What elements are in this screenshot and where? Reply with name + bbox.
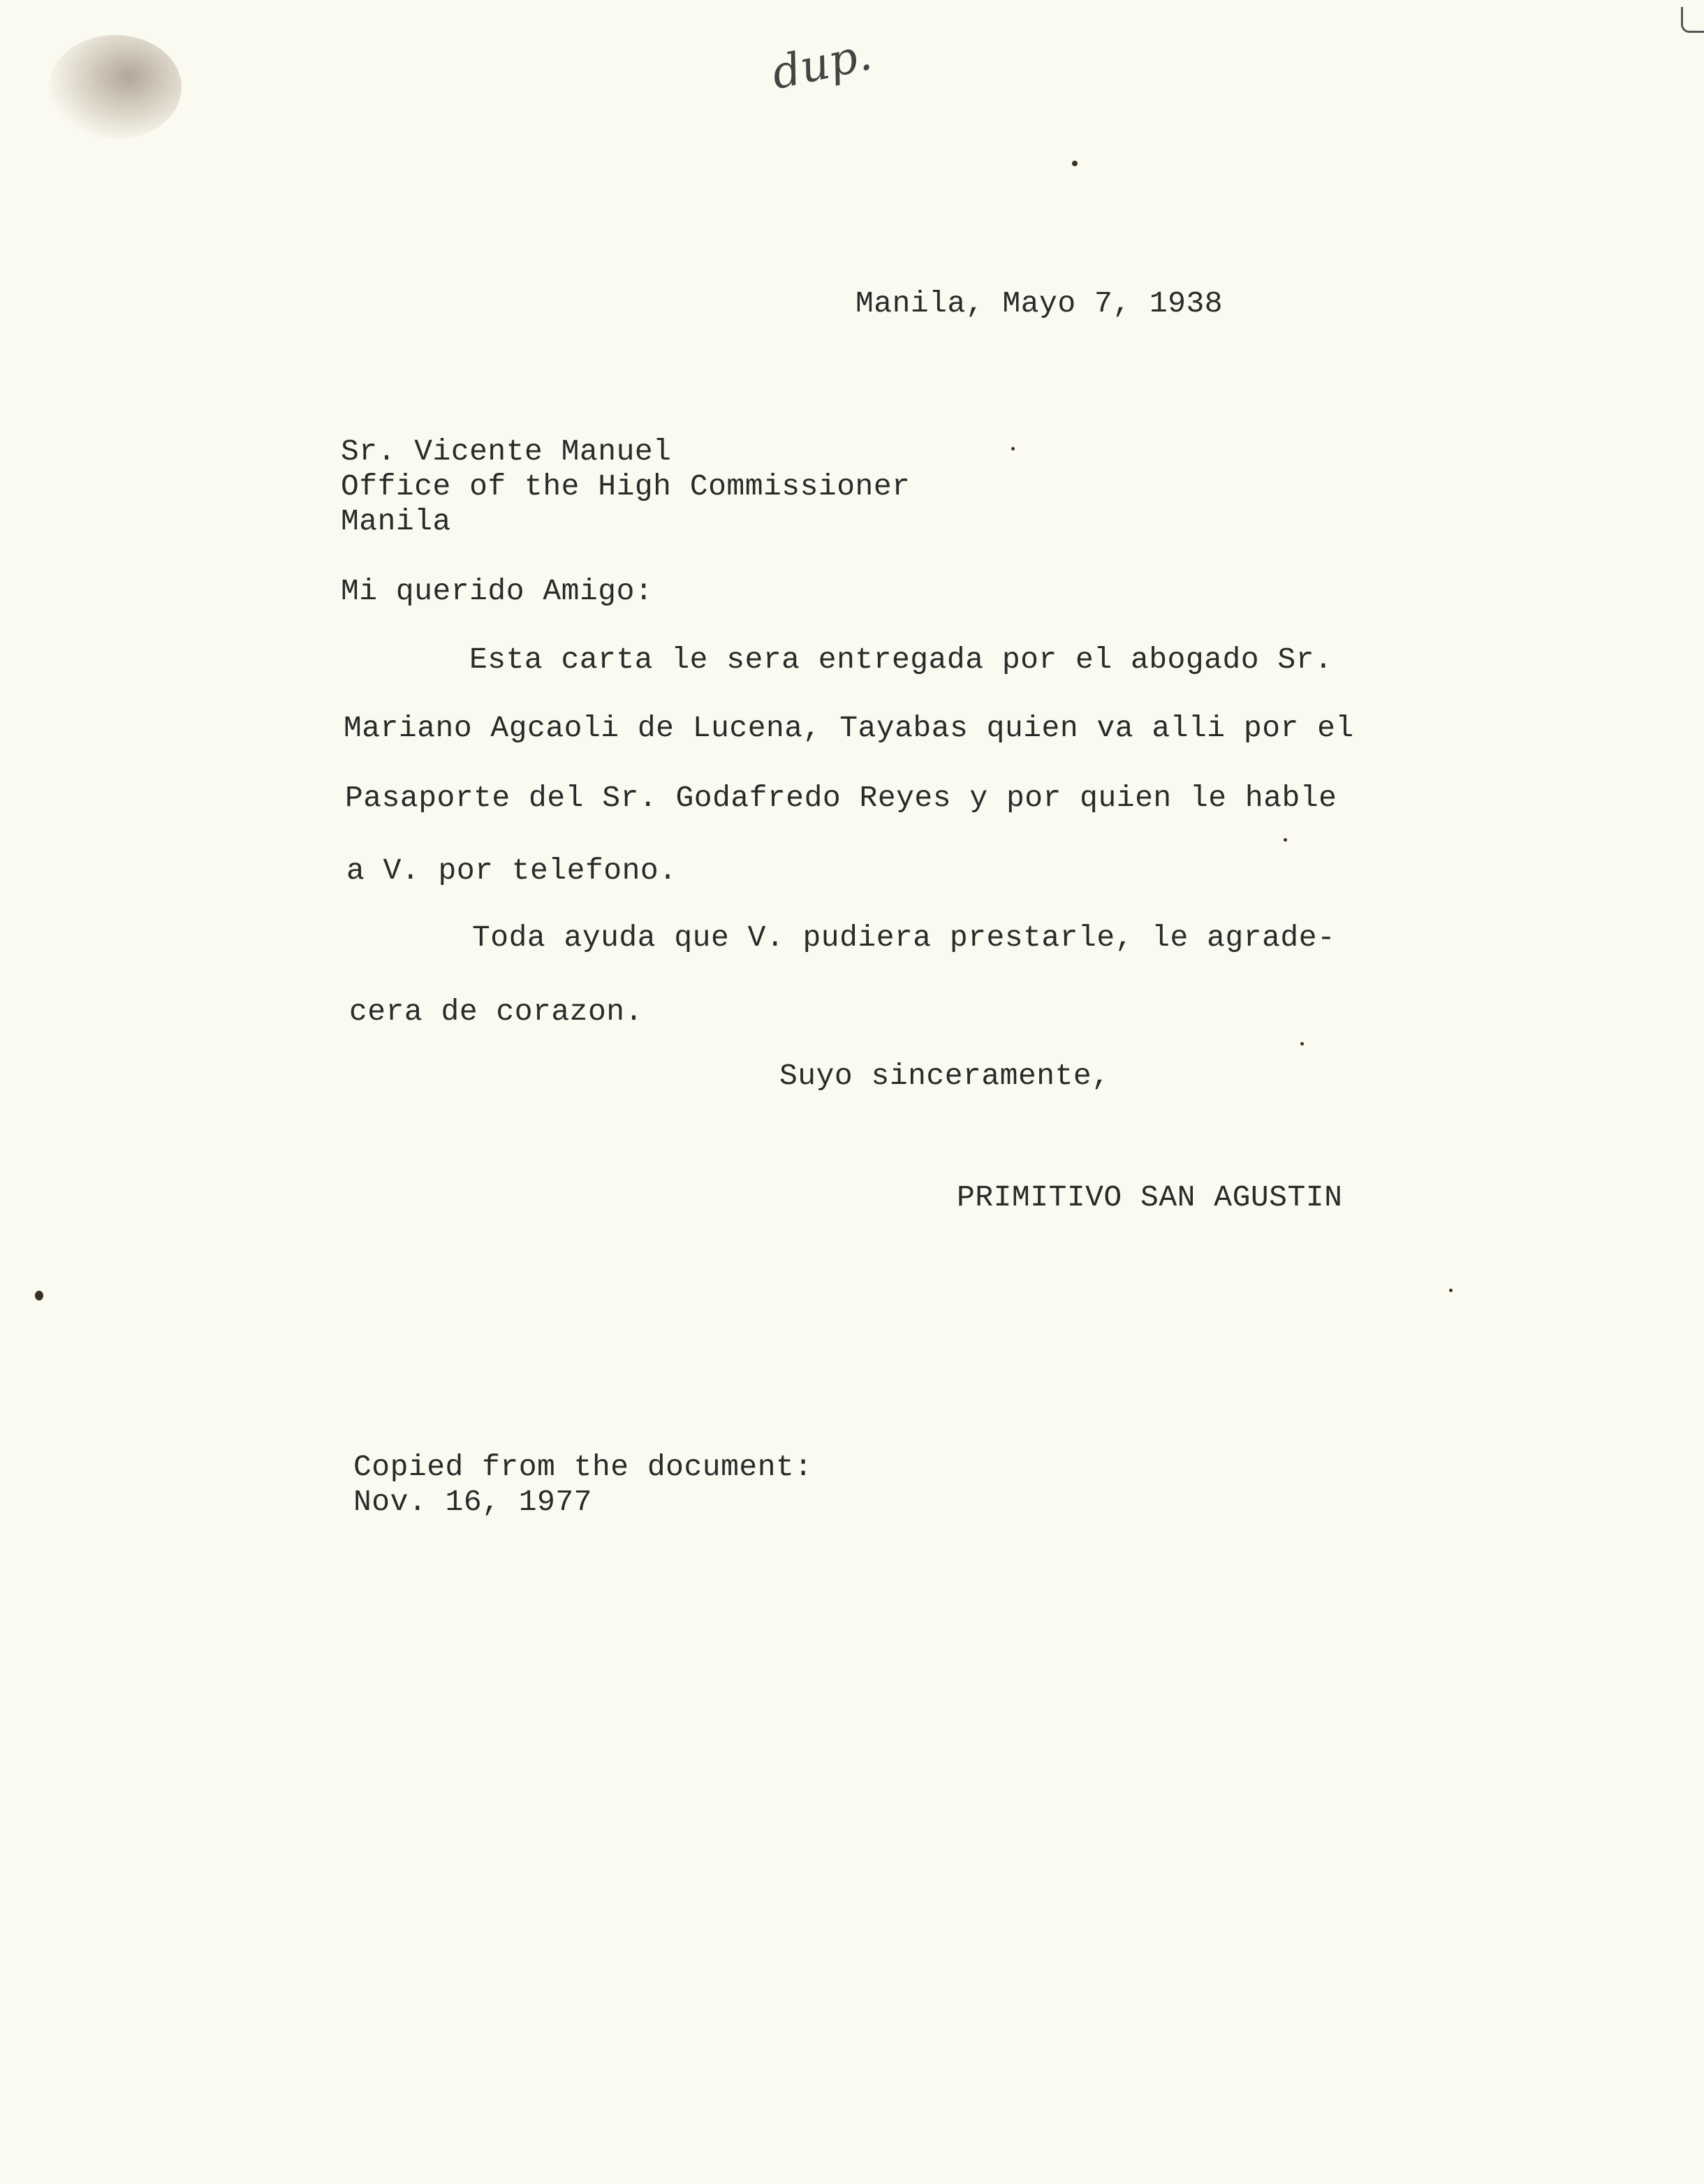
body-paragraph1-line4: a V. por telefono. xyxy=(346,853,677,888)
body-paragraph2-line2: cera de corazon. xyxy=(349,995,643,1029)
recipient-city: Manila xyxy=(341,504,451,538)
speck xyxy=(1072,161,1078,166)
staple-mark xyxy=(1681,7,1704,33)
recipient-office: Office of the High Commissioner xyxy=(341,469,911,504)
body-paragraph1-line2: Mariano Agcaoli de Lucena, Tayabas quien va alli por el xyxy=(344,711,1354,745)
body-paragraph1-line1: Esta carta le sera entregada por el abogado Sr. xyxy=(469,643,1333,677)
speck xyxy=(1011,447,1015,450)
copy-note-line1: Copied from the document: xyxy=(353,1450,813,1484)
recipient-name: Sr. Vicente Manuel xyxy=(341,434,672,469)
speck xyxy=(1449,1289,1453,1292)
speck xyxy=(35,1291,43,1300)
copy-note-line2: Nov. 16, 1977 xyxy=(353,1485,592,1519)
salutation: Mi querido Amigo: xyxy=(341,574,654,608)
paper-stain xyxy=(49,35,182,140)
body-paragraph1-line3: Pasaporte del Sr. Godafredo Reyes y por quien le hable xyxy=(345,781,1337,815)
closing: Suyo sinceramente, xyxy=(779,1059,1110,1093)
handwritten-annotation: dup. xyxy=(767,28,876,101)
body-paragraph2-line1: Toda ayuda que V. pudiera prestarle, le agrade- xyxy=(472,921,1336,955)
signature-name: PRIMITIVO SAN AGUSTIN xyxy=(957,1180,1343,1215)
speck xyxy=(1300,1042,1304,1046)
date-line: Manila, Mayo 7, 1938 xyxy=(855,286,1224,321)
speck xyxy=(1284,838,1287,842)
